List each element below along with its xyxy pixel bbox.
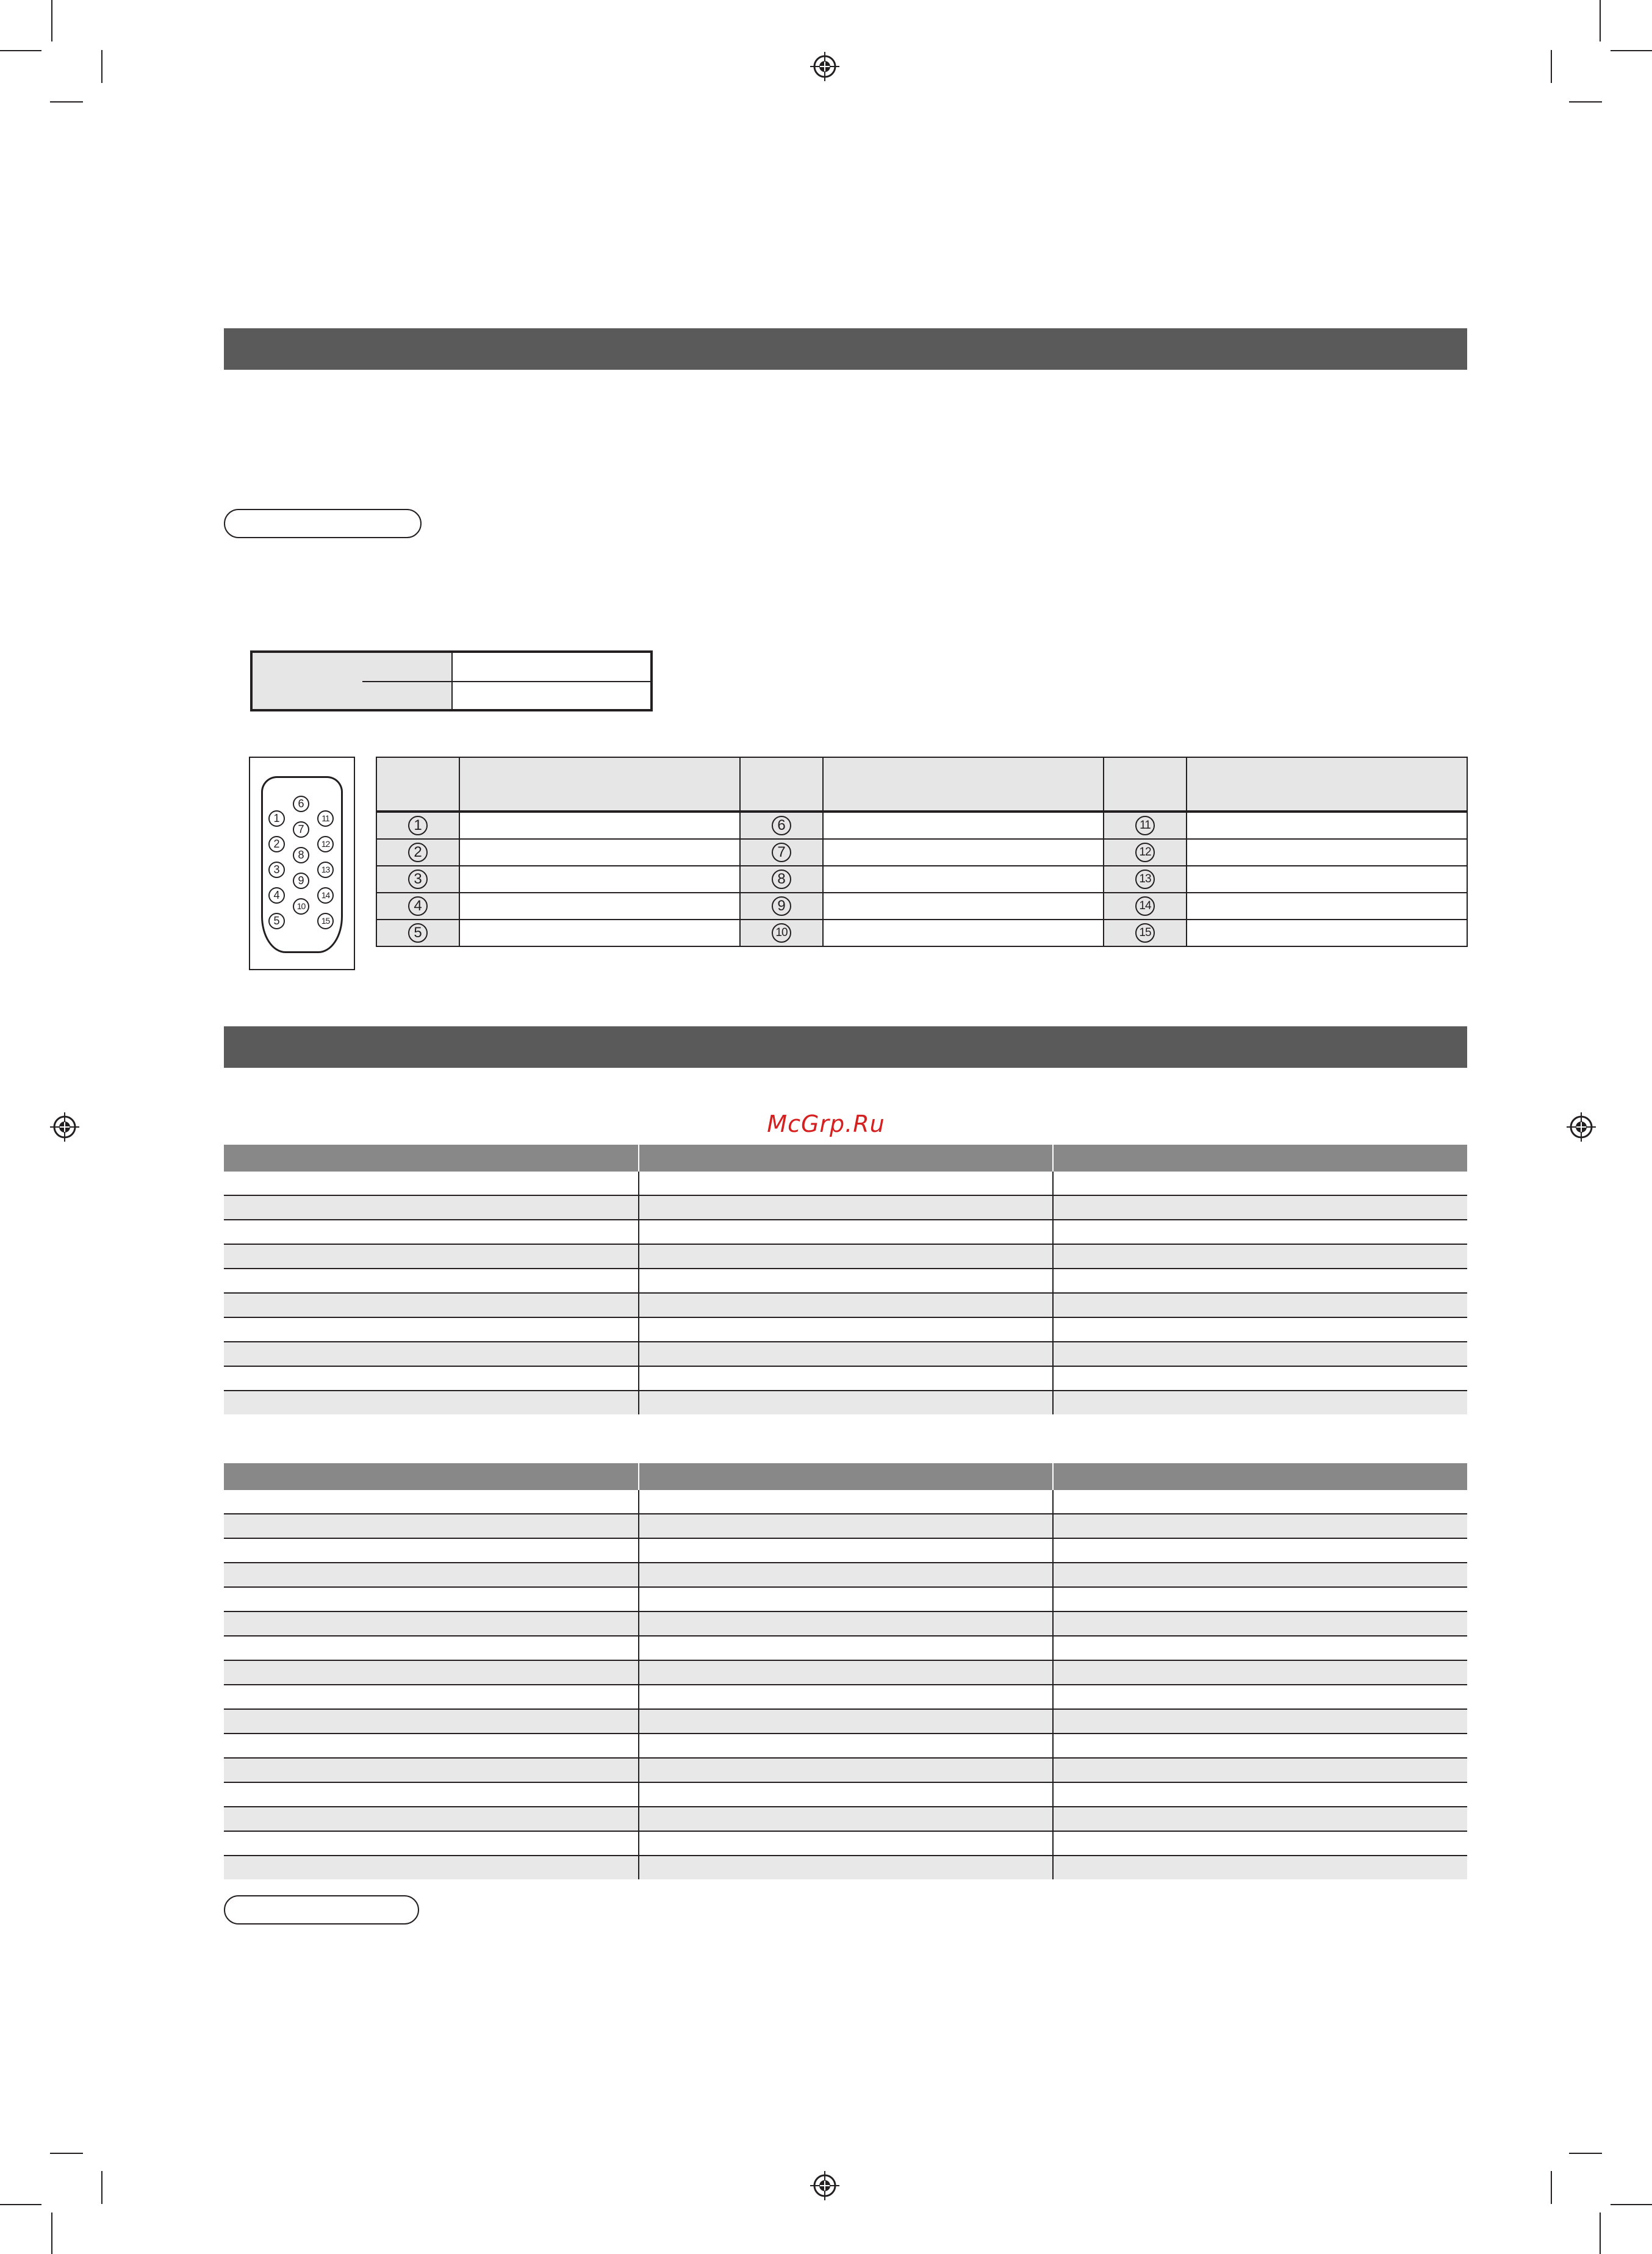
registration-mark-icon [810,2171,839,2200]
connector-pin: 15 [317,913,334,929]
table-cell [1053,1220,1467,1244]
table-cell [639,1490,1053,1514]
table-cell [639,1758,1053,1782]
pin-number-cell [740,920,823,946]
pin-number: 9 [772,896,791,916]
table-row [224,1366,1467,1391]
connector-pin: 12 [317,836,334,852]
column-header [639,1463,1053,1490]
signal-cell [823,920,1104,946]
pin-number-cell [376,812,459,839]
table-cell [1053,1831,1467,1856]
column-header [1187,757,1467,812]
table-cell [639,1563,1053,1587]
column-header [1053,1145,1467,1172]
table-row [224,1391,1467,1414]
table-cell [224,1782,639,1807]
signal-cell [823,839,1104,866]
table-cell [1053,1391,1467,1414]
table-row [376,920,1467,946]
table-cell [1053,1366,1467,1391]
note-pill [224,1895,419,1925]
table-row [376,893,1467,920]
signal-cell [1187,839,1467,866]
crop-mark [0,2204,41,2205]
table-cell [1053,1563,1467,1587]
table-cell [224,1490,639,1514]
connector-pin: 13 [317,862,334,878]
table-header-row [376,757,1467,812]
table-cell [1053,1782,1467,1807]
table-cell [639,1342,1053,1366]
table-cell [639,1293,1053,1317]
crop-mark [1551,50,1552,83]
table-row [224,1807,1467,1831]
table-cell [224,1758,639,1782]
table-cell [639,1831,1053,1856]
column-header [1053,1463,1467,1490]
connector-pin: 11 [317,810,334,827]
pin-number: 5 [408,923,428,943]
table-cell [224,1685,639,1709]
crop-mark [0,50,41,51]
crop-mark [1569,2153,1602,2154]
pin-number: 2 [408,843,428,862]
pin-number: 3 [408,870,428,889]
connector-pin: 1 [268,810,285,827]
pin-number: 14 [1135,896,1155,916]
connector-pin: 4 [268,887,285,904]
table-row [224,1269,1467,1293]
table-cell [224,1563,639,1587]
table-row [376,866,1467,893]
pin-number: 15 [1135,923,1155,943]
pin-number: 6 [772,816,791,835]
table-row [224,1782,1467,1807]
divider [362,681,451,682]
table-row [224,1220,1467,1244]
table-cell [1053,1709,1467,1734]
table-header-row [224,1463,1467,1490]
signal-cell [459,866,740,893]
table-cell [639,1195,1053,1220]
table-cell [1053,1636,1467,1660]
signal-cell [459,839,740,866]
section-header-bar [224,1026,1467,1068]
crop-mark [101,50,102,83]
table-cell [224,1342,639,1366]
column-header [459,757,740,812]
table-cell [1053,1514,1467,1538]
table-cell [639,1220,1053,1244]
column-header [224,1145,639,1172]
watermark: McGrp.Ru [767,1111,885,1137]
table-cell [224,1807,639,1831]
dsub-connector-figure [249,757,355,970]
table-row [224,1342,1467,1366]
table-cell [1053,1269,1467,1293]
pin-number-cell [376,893,459,920]
table-cell [224,1391,639,1414]
table-cell [1053,1611,1467,1636]
pin-number: 13 [1135,870,1155,889]
table-row [376,812,1467,839]
table-cell [639,1685,1053,1709]
table-cell [224,1611,639,1636]
table-cell [1053,1490,1467,1514]
table-row [224,1317,1467,1342]
table-cell [224,1538,639,1563]
column-header [1104,757,1187,812]
table-cell [1053,1685,1467,1709]
pin-number: 7 [772,843,791,862]
table-row [224,1611,1467,1636]
crop-mark [50,101,83,103]
crop-mark [51,2213,52,2254]
crop-mark [1551,2171,1552,2204]
table-cell [224,1220,639,1244]
table-cell [1053,1734,1467,1758]
pin-number: 11 [1135,816,1155,835]
table-row [224,1636,1467,1660]
table-row [224,1660,1467,1685]
table-cell [224,1660,639,1685]
signal-cell [823,866,1104,893]
table-cell [639,1172,1053,1195]
table-cell [224,1709,639,1734]
table-cell [224,1195,639,1220]
table-cell [639,1317,1053,1342]
table-row [224,1856,1467,1879]
connector-pin: 2 [268,836,285,852]
table-cell [224,1317,639,1342]
connector-pin: 9 [293,873,309,889]
table-cell [639,1269,1053,1293]
divider [453,681,650,682]
table-cell [639,1636,1053,1660]
connector-pin: 3 [268,862,285,878]
table-cell [1053,1195,1467,1220]
signal-cell [459,893,740,920]
connector-pin: 5 [268,913,285,929]
pin-number-cell [1104,893,1187,920]
signal-spec-values [451,653,650,709]
table-cell [224,1587,639,1611]
table-cell [1053,1317,1467,1342]
table-row [224,1587,1467,1611]
crop-mark [1600,0,1601,41]
table-cell [639,1366,1053,1391]
table-cell [639,1734,1053,1758]
table-cell [224,1514,639,1538]
table-cell [224,1366,639,1391]
table-cell [639,1709,1053,1734]
connector-pin: 14 [317,887,334,904]
table-cell [639,1538,1053,1563]
table-cell [224,1856,639,1879]
pin-number-cell [1104,920,1187,946]
column-header [376,757,459,812]
signal-cell [459,812,740,839]
column-header [823,757,1104,812]
table-cell [639,1856,1053,1879]
table-cell [639,1807,1053,1831]
table-row [224,1293,1467,1317]
table-cell [224,1831,639,1856]
crop-mark [1600,2213,1601,2254]
section-header-bar [224,328,1467,370]
table-cell [1053,1172,1467,1195]
connector-pin: 7 [293,821,309,838]
signal-cell [1187,866,1467,893]
signal-cell [1187,893,1467,920]
display-mode-table [224,1463,1467,1879]
signal-cell [459,920,740,946]
crop-mark [1569,101,1602,103]
pin-number-cell [376,866,459,893]
table-row [224,1734,1467,1758]
pin-assignment-table [376,757,1468,947]
table-row [224,1709,1467,1734]
crop-mark [1611,2204,1652,2205]
crop-mark [101,2171,102,2204]
table-row [224,1514,1467,1538]
table-cell [639,1611,1053,1636]
table-cell [639,1514,1053,1538]
table-cell [1053,1856,1467,1879]
signal-cell [1187,920,1467,946]
pin-number: 10 [772,923,791,943]
table-body [224,1172,1467,1414]
pin-number-cell [1104,866,1187,893]
crop-mark [50,2153,83,2154]
table-cell [639,1244,1053,1269]
table-header-row [224,1145,1467,1172]
table-cell [639,1782,1053,1807]
table-cell [639,1660,1053,1685]
pin-number-cell [740,866,823,893]
table-row [224,1172,1467,1195]
signal-cell [823,812,1104,839]
pin-number: 1 [408,816,428,835]
crop-mark [51,0,52,41]
pin-number-cell [740,812,823,839]
table-cell [1053,1587,1467,1611]
column-header [639,1145,1053,1172]
display-mode-table [224,1145,1467,1414]
pin-number-cell [740,839,823,866]
table-cell [224,1244,639,1269]
table-cell [1053,1342,1467,1366]
table-row [376,839,1467,866]
pin-number-cell [1104,839,1187,866]
connector-pin: 6 [293,796,309,812]
table-cell [1053,1758,1467,1782]
signal-spec-box [250,650,653,711]
pin-number-cell [1104,812,1187,839]
connector-pin: 8 [293,847,309,863]
note-pill [224,509,422,538]
pin-number-cell [740,893,823,920]
table-cell [224,1636,639,1660]
table-cell [1053,1293,1467,1317]
table-cell [224,1293,639,1317]
table-row [224,1538,1467,1563]
pin-number: 12 [1135,843,1155,862]
table-cell [639,1587,1053,1611]
pin-number-cell [376,920,459,946]
signal-cell [1187,812,1467,839]
table-cell [224,1269,639,1293]
table-cell [1053,1660,1467,1685]
table-body [224,1490,1467,1879]
crop-mark [1611,50,1652,51]
column-header [224,1463,639,1490]
connector-pin: 10 [293,898,309,915]
table-cell [224,1734,639,1758]
table-cell [1053,1244,1467,1269]
table-row [224,1758,1467,1782]
table-row [224,1490,1467,1514]
table-cell [1053,1807,1467,1831]
signal-cell [823,893,1104,920]
table-cell [224,1172,639,1195]
pin-number: 4 [408,896,428,916]
pin-number-cell [376,839,459,866]
registration-mark-icon [810,52,839,81]
table-cell [639,1391,1053,1414]
table-cell [1053,1538,1467,1563]
table-row [224,1563,1467,1587]
pin-number: 8 [772,870,791,889]
table-row [224,1685,1467,1709]
table-row [224,1244,1467,1269]
table-row [224,1831,1467,1856]
column-header [740,757,823,812]
table-row [224,1195,1467,1220]
